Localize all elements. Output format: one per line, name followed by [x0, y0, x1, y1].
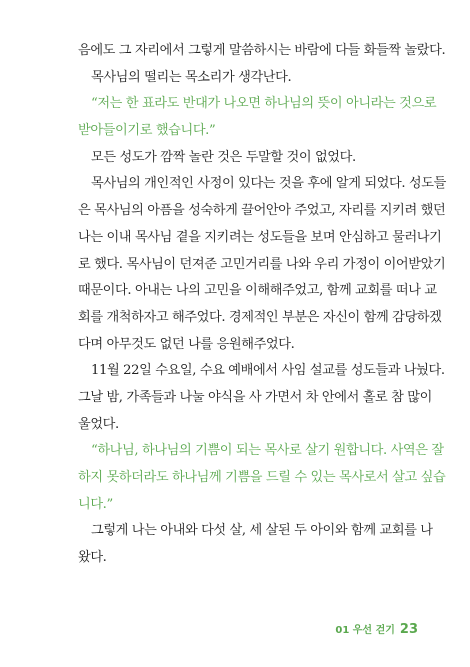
- text-line: 11월 22일 수요일, 수요 예배에서 사임 설교를 성도들과 나눴다.: [91, 363, 445, 379]
- chapter-title: 01 우선 걷기: [335, 625, 395, 636]
- text-line: 울었다.: [78, 416, 119, 432]
- text-line: 음에도 그 자리에서 그렇게 말씀하시는 바람에 다들 화들짝 놀랐다.: [78, 43, 446, 58]
- quote-line: “저는 한 표라도 반대가 나오면 하나님의 뜻이 아니라는 것으로: [91, 96, 437, 112]
- quote-line: 하지 못하더라도 하나님께 기쁨을 드릴 수 있는 목사로서 살고 싶습: [78, 470, 446, 485]
- page-footer: [335, 621, 418, 637]
- text-line: 목사님의 떨리는 목소리가 생각난다.: [91, 69, 292, 85]
- page-number: 23: [399, 622, 418, 637]
- text-line: 회를 개척하자고 해주었다. 경제적인 부분은 자신이 함께 감당하겠: [78, 309, 442, 325]
- text-line: 모든 성도가 깜짝 놀란 것은 두말할 것이 없었다.: [91, 149, 356, 165]
- quote-line: 니다.”: [78, 496, 113, 512]
- page-body: [78, 38, 446, 572]
- text-line: 왔다.: [78, 550, 107, 566]
- text-line: 때문이다. 아내는 나의 고민을 이해해주었고, 함께 교회를 떠나 교: [78, 283, 437, 299]
- quote-line: “하나님, 하나님의 기쁨이 되는 목사로 살기 원합니다. 사역은 잘: [91, 443, 444, 459]
- text-line: 다며 아무것도 없던 나를 응원해주었다.: [78, 336, 295, 352]
- text-line: 로 했다. 목사님이 던져준 고민거리를 나와 우리 가정이 이어받았기: [78, 256, 446, 272]
- text-line: 그날 밤, 가족들과 나눌 야식을 사 가면서 차 안에서 홀로 참 많이: [78, 389, 432, 405]
- text-line: 그렇게 나는 아내와 다섯 살, 세 살된 두 아이와 함께 교회를 나: [91, 523, 433, 539]
- text-line: 목사님의 개인적인 사정이 있다는 것을 후에 알게 되었다. 성도들: [91, 176, 446, 192]
- text-line: 은 목사님의 아픔을 성숙하게 끌어안아 주었고, 자리를 지키려 했던: [78, 203, 446, 219]
- quote-line: 받아들이기로 했습니다.”: [78, 123, 216, 139]
- text-line: 나는 이내 목사님 곁을 지키려는 성도들을 보며 안심하고 물러나기: [78, 229, 442, 245]
